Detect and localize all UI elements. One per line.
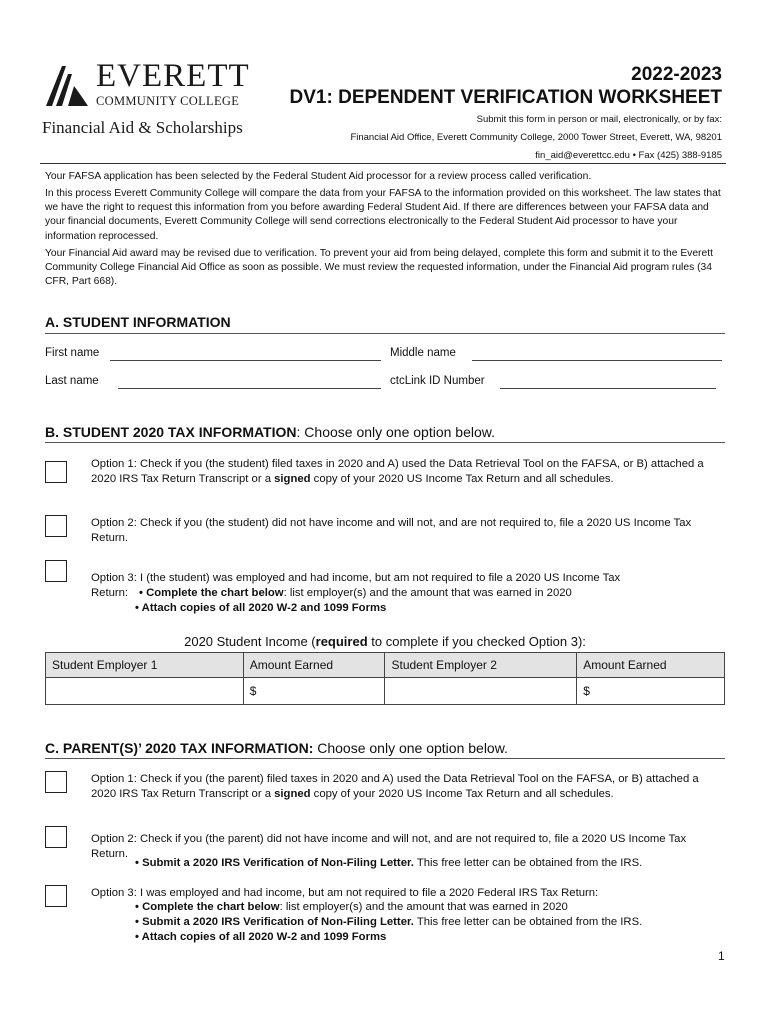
office-address: Financial Aid Office, Everett Community College, 2000 Tower Street, Everett, WA, 98201: [350, 132, 722, 143]
header-divider: [40, 163, 726, 164]
parent-option-2-checkbox[interactable]: [45, 826, 67, 848]
parent-option-3-bullet-3: • Attach copies of all 2020 W-2 and 1099 Forms: [135, 931, 387, 943]
first-name-field[interactable]: [110, 360, 381, 361]
student-employer-1-cell[interactable]: [46, 678, 244, 705]
student-option-1-checkbox[interactable]: [45, 461, 67, 483]
parent-option-3-checkbox[interactable]: [45, 885, 67, 907]
header-amount-earned-1: Amount Earned: [243, 653, 385, 678]
last-name-field[interactable]: [118, 388, 381, 389]
header-student-employer-2: Student Employer 2: [385, 653, 577, 678]
header-amount-earned-2: Amount Earned: [577, 653, 725, 678]
intro-paragraph-2: In this process Everett Community College will compare the data from your FAFSA to the information provided on this worksheet. The law states that we have the right to request this information from you before awarding Federal Student Aid. If there are differences between your FAFSA data and your financial documents, Everett Community College will send corrections electronically to the Federal Student Aid processor to have your information reprocessed.: [45, 188, 721, 242]
student-option-3-checkbox[interactable]: [45, 560, 67, 582]
last-name-label: Last name: [45, 375, 99, 387]
student-option-3-bullet-1: • Complete the chart below: list employer(s) and the amount that was earned in 2020: [139, 587, 572, 599]
parent-option-1-text: Option 1: Check if you (the parent) filed taxes in 2020 and A) used the Data Retrieval Tool on the FAFSA, or B) attached a 2020 IRS Tax Return Transcript or a signed copy of your 2020 US Income Tax Return and all schedules.: [91, 773, 699, 800]
academic-year: 2022-2023: [631, 64, 722, 85]
student-option-3-text: Option 3: I (the student) was employed and had income, but am not required to file a 2020 US Income Tax: [91, 572, 621, 584]
college-name: EVERETT: [96, 58, 250, 94]
form-title: DV1: DEPENDENT VERIFICATION WORKSHEET: [289, 87, 722, 108]
amount-earned-2-cell[interactable]: $: [577, 678, 725, 705]
middle-name-label: Middle name: [390, 347, 456, 359]
student-option-2-text: Option 2: Check if you (the student) did not have income and will not, and are not required to, file a 2020 US Income Tax Return.: [91, 517, 692, 544]
student-option-3-bullet-2: • Attach copies of all 2020 W-2 and 1099 Forms: [135, 602, 387, 614]
office-contact: fin_aid@everettcc.edu • Fax (425) 388-9185: [535, 150, 722, 161]
section-a-divider: [45, 333, 725, 334]
college-logo: [40, 58, 250, 140]
intro-paragraph-3: Your Financial Aid award may be revised due to verification. To prevent your aid from being delayed, complete this form and submit it to the Everett Community College Financial Aid Office as soon as possible. We must review the requested information, under the Financial Aid program rules (34 CFR, Part 668).: [45, 248, 713, 288]
ctclink-id-label: ctcLink ID Number: [390, 375, 485, 387]
section-c-heading: C. PARENT(S)’ 2020 TAX INFORMATION: Choose only one option below.: [45, 740, 508, 756]
student-option-3-return-label: Return:: [91, 587, 129, 599]
table-row: [46, 678, 725, 705]
college-logo-mark-icon: [44, 64, 90, 106]
section-b-divider: [45, 442, 725, 443]
student-income-table: [45, 652, 725, 705]
parent-option-3-bullet-1: • Complete the chart below: list employer(s) and the amount that was earned in 2020: [135, 901, 568, 913]
parent-option-3-bullet-2: • Submit a 2020 IRS Verification of Non-Filing Letter. This free letter can be obtained from the IRS.: [135, 916, 643, 928]
section-c-divider: [45, 758, 725, 759]
student-option-2-checkbox[interactable]: [45, 515, 67, 537]
submit-instructions: Submit this form in person or mail, electronically, or by fax:: [476, 114, 722, 125]
ctclink-id-field[interactable]: [500, 388, 716, 389]
parent-option-2-bullet-1: • Submit a 2020 IRS Verification of Non-Filing Letter. This free letter can be obtained from the IRS.: [135, 857, 643, 869]
amount-earned-1-cell[interactable]: $: [243, 678, 385, 705]
middle-name-field[interactable]: [472, 360, 722, 361]
parent-option-1-checkbox[interactable]: [45, 771, 67, 793]
student-option-1-text: Option 1: Check if you (the student) filed taxes in 2020 and A) used the Data Retrieval Tool on the FAFSA, or B) attached a 2020 IRS Tax Return Transcript or a signed copy of your 2020 US Income Tax Return and all schedules.: [91, 458, 704, 485]
parent-option-3-text: Option 3: I was employed and had income, but am not required to file a 2020 Federal IRS Tax Return:: [91, 887, 599, 899]
student-income-title: 2020 Student Income (required to complete if you checked Option 3):: [184, 634, 586, 649]
section-b-heading: B. STUDENT 2020 TAX INFORMATION: Choose only one option below.: [45, 424, 495, 440]
student-employer-2-cell[interactable]: [385, 678, 577, 705]
first-name-label: First name: [45, 347, 100, 359]
college-subtitle: COMMUNITY COLLEGE: [96, 94, 240, 108]
section-a-heading: A. STUDENT INFORMATION: [45, 314, 231, 330]
department-name: Financial Aid & Scholarships: [42, 118, 243, 137]
header-student-employer-1: Student Employer 1: [46, 653, 244, 678]
intro-paragraph-1: Your FAFSA application has been selected by the Federal Student Aid processor for a review process called verification.: [45, 171, 592, 182]
page-number: 1: [718, 949, 725, 963]
table-header-row: [46, 653, 725, 678]
parent-option-2-text: Option 2: Check if you (the parent) did not have income and will not, and are not required to, file a 2020 US Income Tax Return.: [91, 833, 687, 860]
